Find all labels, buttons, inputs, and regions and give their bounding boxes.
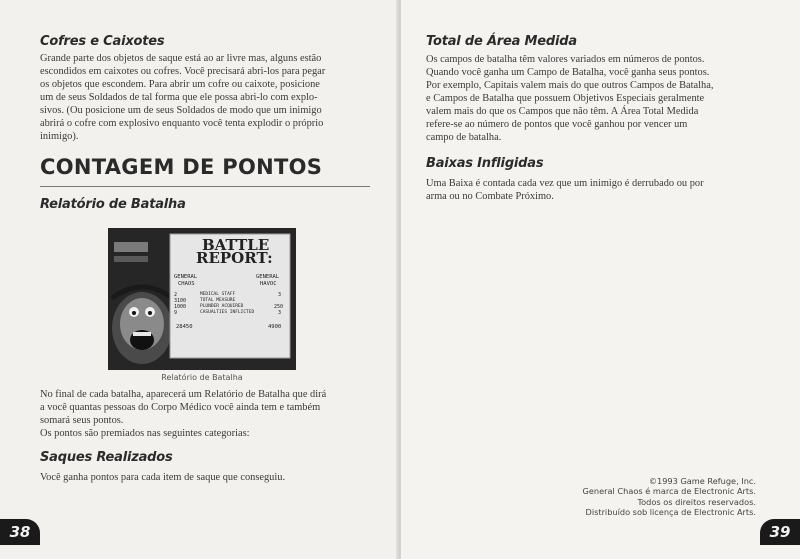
report-left-chaos: CHAOS	[178, 281, 195, 287]
battle-report-screenshot	[108, 228, 296, 370]
heading-divider	[40, 186, 370, 187]
text-line: escondidos em caixotes ou cofres. Você precisará abri-los para pegar	[40, 66, 326, 77]
text-line: No final de cada batalha, aparecerá um Relatório de Batalha que dirá	[40, 389, 327, 400]
text-line: Por exemplo, Capitais valem mais do que outros Campos de Batalha,	[426, 80, 714, 91]
left-page	[0, 0, 399, 559]
report-row-right: 3	[278, 310, 282, 316]
report-row-left: 9	[174, 310, 178, 316]
text-line: refere-se ao número de pontos que você ganhou por vencer um	[426, 119, 688, 130]
credit-line: General Chaos é marca de Electronic Arts.	[582, 486, 756, 497]
report-row-left: 2	[174, 292, 178, 298]
credit-line: Distribuído sob licença de Electronic Arts.	[585, 507, 756, 518]
text-line: e Campos de Batalha que possuem Objetivos Especiais geralmente	[426, 93, 705, 104]
copyright-credits	[583, 476, 756, 518]
credit-line: Todos os direitos reservados.	[637, 496, 756, 507]
text-line: valem mais do que os Campos que não têm. A Área Total Medida	[426, 106, 699, 117]
report-row-label: PLUNDER ACQUIRED	[200, 304, 244, 309]
text-line: campo de batalha.	[426, 132, 502, 143]
report-right-general: GENERAL	[256, 274, 280, 280]
text-line: um de seus Soldados de tal forma que ele possa abri-lo com explo-	[40, 92, 318, 103]
heading-saques: Saques Realizados	[40, 450, 173, 465]
report-total-right: 4900	[268, 324, 282, 330]
report-row-label: MEDICAL STAFF	[200, 292, 236, 297]
report-row-left: 3100	[174, 298, 187, 304]
page-number-right: 39	[760, 519, 800, 545]
credit-line: ©1993 Game Refuge, Inc.	[648, 476, 756, 486]
text-line: Quando você ganha um Campo de Batalha, você ganha seus pontos.	[426, 67, 710, 78]
report-left-general: GENERAL	[174, 274, 198, 280]
text-line: somará seus pontos.	[40, 415, 124, 426]
text-line: a você quantas pessoas do Corpo Médico você ainda tem e também	[40, 402, 321, 413]
text-line: abrirá o cofre com explosivo enquanto você tenta explodir o próprio	[40, 118, 324, 129]
report-row-right: 250	[274, 304, 284, 310]
figure-caption: Relatório de Batalha	[161, 373, 243, 382]
report-title-2: REPORT:	[196, 249, 273, 267]
report-row-left: 1000	[174, 304, 187, 310]
heading-cofres-caixotes: Cofres e Caixotes	[40, 34, 165, 49]
text-line: sivos. (Ou posicione um de seus Soldados de modo que um inimigo	[40, 105, 322, 116]
text-line: Os pontos são premiados nas seguintes categorias:	[40, 428, 250, 439]
heading-relatorio: Relatório de Batalha	[40, 197, 186, 212]
text-line: inimigo).	[40, 131, 79, 142]
text-line: Os campos de batalha têm valores variados em números de pontos.	[426, 54, 705, 65]
page-number-left: 38	[0, 519, 40, 545]
text-line: Você ganha pontos para cada item de saque que conseguiu.	[40, 472, 286, 483]
right-page	[401, 0, 800, 559]
heading-baixas: Baixas Infligidas	[426, 156, 544, 171]
report-right-havoc: HAVOC	[260, 281, 277, 287]
text-line: Uma Baixa é contada cada vez que um inimigo é derrubado ou por	[426, 178, 704, 189]
report-row-right: 3	[278, 292, 282, 298]
text-line: Grande parte dos objetos de saque está ao ar livre mas, alguns estão	[40, 53, 322, 64]
report-row-label: TOTAL MEASURE	[200, 298, 236, 303]
main-heading-contagem: CONTAGEM DE PONTOS	[40, 155, 323, 179]
report-title-1: BATTLE	[202, 236, 270, 254]
report-row-label: CASUALTIES INFLICTED	[200, 310, 255, 315]
report-total-left: 28450	[176, 324, 193, 330]
text-line: os objetos que escondem. Para abrir um cofre ou caixote, posicione	[40, 79, 320, 90]
text-line: arma ou no Combate Próximo.	[426, 191, 554, 202]
heading-total-area: Total de Área Medida	[426, 34, 577, 49]
